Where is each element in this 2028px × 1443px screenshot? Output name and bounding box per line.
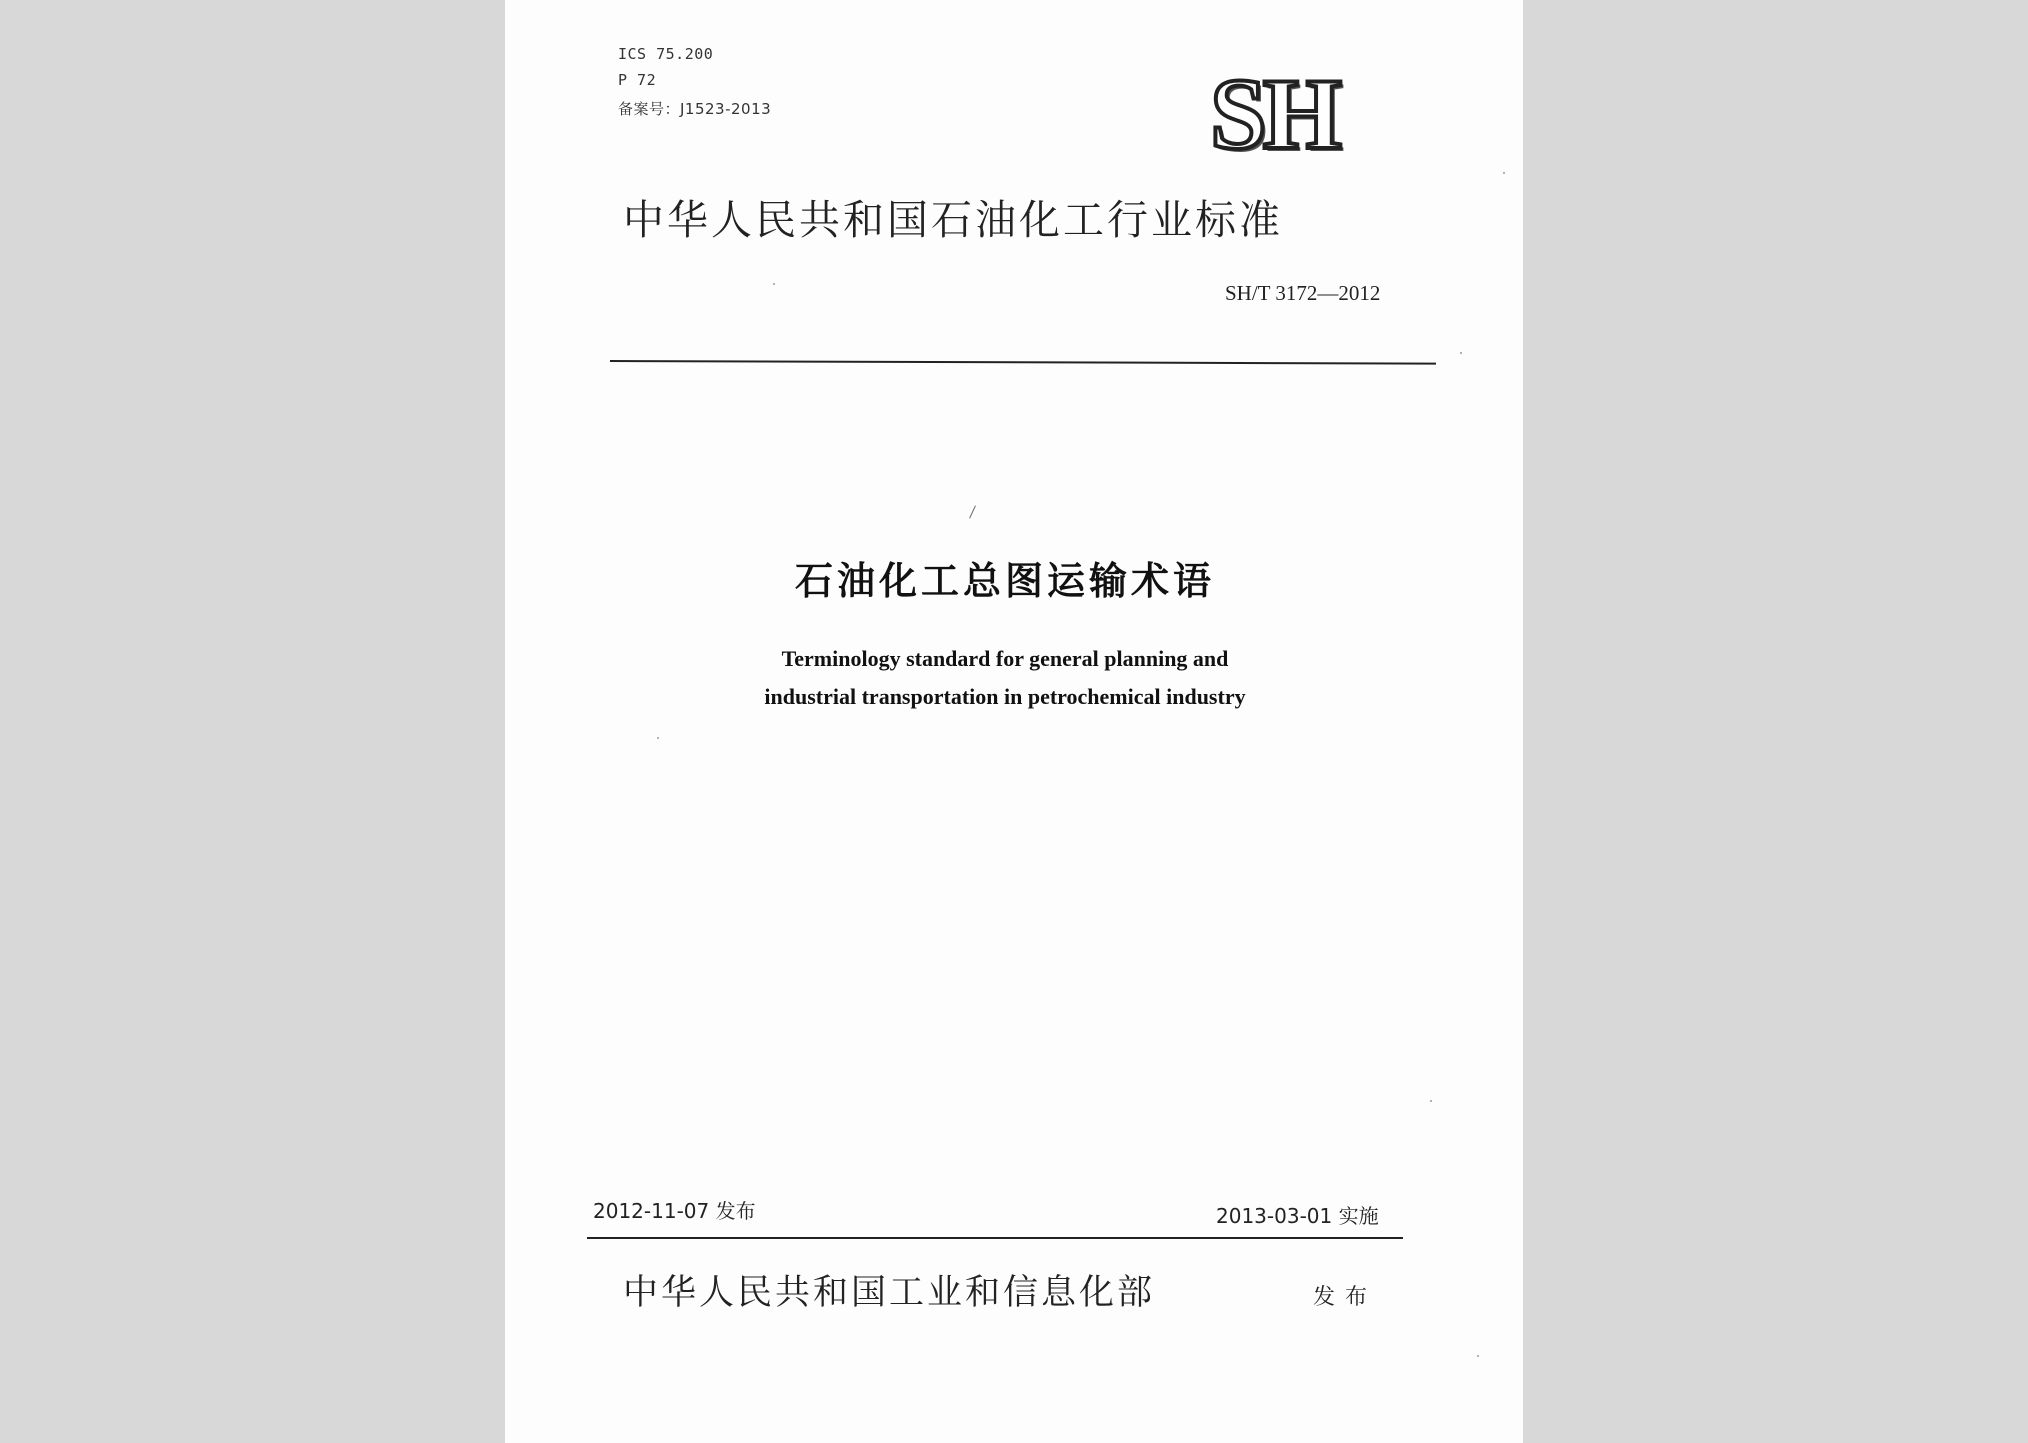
scan-speck — [1460, 352, 1462, 354]
scan-speck — [773, 283, 775, 285]
document-page — [505, 0, 1523, 1443]
scan-mark — [969, 505, 976, 518]
organization-heading: 中华人民共和国石油化工行业标准 — [623, 196, 1283, 244]
record-number: 备案号：J1523-2013 — [618, 100, 772, 118]
title-english-line1: Terminology standard for general planning and — [781, 646, 1229, 671]
scan-speck — [1477, 1355, 1479, 1357]
implement-date: 2013-03-01 实施 — [1216, 1204, 1379, 1228]
category-code: P 72 — [618, 71, 657, 89]
footer-divider — [587, 1237, 1403, 1239]
issue-date: 2012-11-07 发布 — [593, 1199, 756, 1223]
scan-speck — [1430, 1100, 1432, 1102]
scan-speck — [657, 737, 659, 739]
standard-number: SH/T 3172—2012 — [1225, 281, 1381, 305]
scan-speck — [1503, 172, 1505, 174]
issuer-suffix: 发布 — [1313, 1285, 1378, 1310]
issuer-name: 中华人民共和国工业和信息化部 — [623, 1273, 1156, 1313]
header-divider — [610, 360, 1436, 365]
title-english-line2: industrial transportation in petrochemical industry — [764, 684, 1246, 709]
ics-code: ICS 75.200 — [618, 45, 714, 63]
sh-logo: SH — [1210, 58, 1339, 171]
title-chinese: 石油化工总图运输术语 — [794, 559, 1215, 603]
